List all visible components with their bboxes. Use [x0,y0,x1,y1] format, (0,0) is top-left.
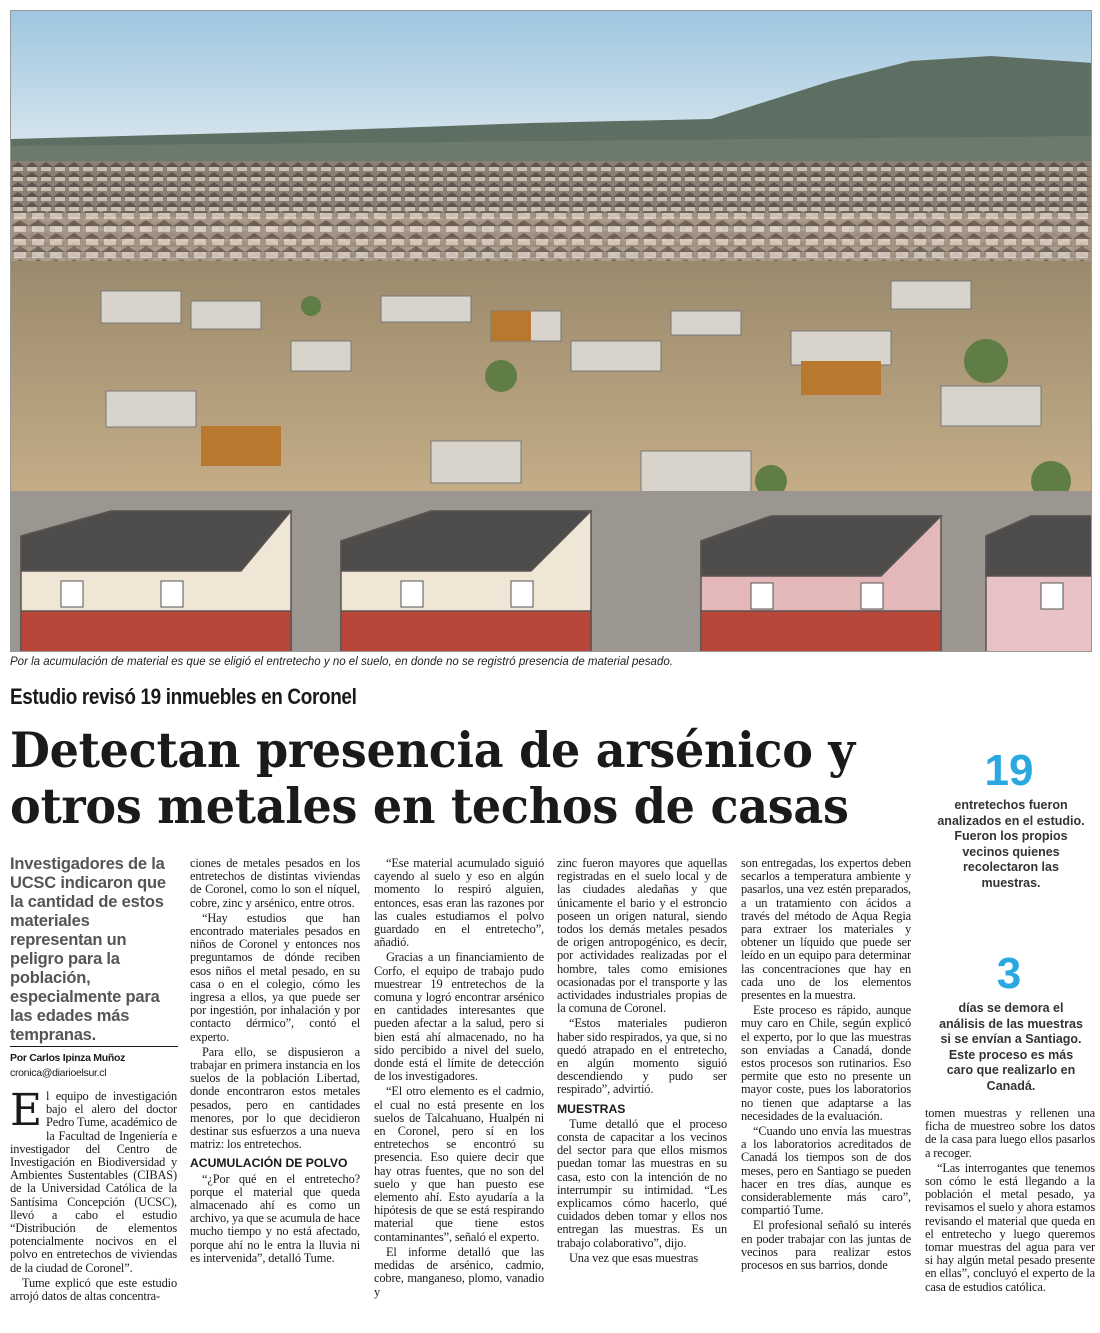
factbox [918,746,1100,1094]
body-paragraph: “Las interrogantes que tenemos son cómo le está llegando a la población el metal pesado, ya revisamos el suelo y ahora estamos revisando el material que queda en el entretecho y luego queremos tomar muestras del agua para ver si hay algún metal pesado presente en ellas”, concluyó el experto de la casa de estudios católica. [925,1160,1095,1294]
article-deck: Investigadores de la UCSC indicaron que la cantidad de estos materiales representan un peligro para la población, especialmente para las edades más tempranas. [10,855,166,1044]
body-column-2 [190,857,360,1267]
body-paragraph: son entregadas, los expertos deben secarlos a temperatura ambiente y pasarlos, una vez estén preparados, a un tratamiento con ácidos a través del método de Aqua Regia para extraer los materiales y obtener un líquido que puede ser leído en un equipo para determinar las concentraciones que hay en cada uno de los elementos presentes en la muestra. [741,856,911,1003]
fact-text-1: entretechos fueron analizados en el estudio. Fueron los propios vecinos quienes recolectaron las muestras. [937,798,1085,890]
body-column-6 [925,1107,1095,1296]
section-heading: MUESTRAS [557,1101,626,1116]
article-photo [10,10,1092,652]
body-column-3 [374,857,544,1301]
fact-number-1: 19 [984,746,1034,795]
article-headline [10,722,856,834]
author-email: cronica@diarioelsur.cl [10,1067,107,1079]
drop-cap: E [10,1085,42,1136]
body-paragraph: Para ello, se dispusieron a trabajar en primera instancia en los suelos de la población Libertad, donde encontraron estos metales pesados, pero en cantidades menores, por lo que decidieron destinar sus esfuerzos a una nueva matriz: los entretechos. [190,1044,360,1152]
body-paragraph: Este proceso es rápido, aunque muy caro en Chile, según explicó el experto, por lo que las muestras son enviadas a Canadá, donde estos procesos son rutinarios. Eso permite que esto no presente un mayor coste, pues los laboratorios no tienen que adaptarse a las necesidades de la evaluación. [741,1003,911,1123]
section-heading: ACUMULACIÓN DE POLVO [190,1156,348,1171]
body-paragraph: Tume detalló que el proceso consta de capacitar a los vecinos del sector para que ellos mismos puedan tomar las muestras en su casa, esto con la intención de no interrumpir su intimidad. “Les explicamos cómo hacerlo, qué cuidados deben tomar y ellos nos entregan las muestras. Es un trabajo colaborativo”, dijo. [557,1116,727,1250]
neighborhood-aerial-image [11,11,1092,652]
byline: Por Carlos Ipinza Muñoz [10,1052,126,1064]
body-paragraph: tomen muestras y rellenen una ficha de muestreo sobre los datos de la casa para luego ellos pasarlos a recoger. [925,1106,1095,1160]
body-paragraph: “Cuando uno envía las muestras a los laboratorios acreditados de Canadá los tiempos son de dos meses, pero en Santiago se pueden hacer en tres días, aunque es considerablemente más caro”, compartió Tume. [741,1124,911,1218]
byline-divider [10,1046,178,1047]
body-paragraph: El profesional señaló su interés en poder trabajar con las juntas de vecinos para realizar estos procesos en sus barrios, donde [741,1218,911,1273]
fact-text-2: días se demora el análisis de las muestras si se envían a Santiago. Este proceso es más caro que realizarlo en Canadá. [939,1001,1083,1093]
fact-number-2: 3 [996,949,1022,998]
paragraph-text: l equipo de investigación bajo el alero del doctor Pedro Tume, académico de la Facultad de Ingeniería e investigador del Centro de Investigación en Biodiversidad y Ambientes Sustentables (CIBAS) de la Universidad Católica de la Santísima Concepción (UCSC), llevó a cabo el estudio “Distribución de elementos potencialmente nocivos en el polvo en entretechos de viviendas de la ciudad de Coronel”. [10,1089,177,1275]
body-column-1 [10,1085,177,1305]
photo-caption: Por la acumulación de material es que se eligió el entretecho y no el suelo, en donde no se registró presencia de material pesado. [10,656,673,668]
article-kicker: Estudio revisó 19 inmuebles en Coronel [10,684,357,709]
body-paragraph: ciones de metales pesados en los entretechos de distintas viviendas de Coronel, como lo son el níquel, cobre, zinc y arsénico, entre otros. [190,856,360,910]
body-paragraph: “Ese material acumulado siguió cayendo al suelo y eso en algún momento lo respiró alguien, entonces, esas eran las razones por las cuales estudiamos el polvo guardado en el entretecho”, añadió. [374,856,544,950]
body-column-5 [741,857,911,1274]
body-paragraph: Gracias a un financiamiento de Corfo, el equipo de trabajo pudo muestrear 19 entretechos de la comuna y logró encontrar arsénico en cantidades interesantes que pueden afectar a la salud, pero si bien está ahí almacenado, no ha sido percibido a nivel del suelo, donde está el límite de detección de los investigadores. [374,950,544,1084]
body-paragraph: Una vez que esas muestras [569,1250,699,1265]
body-paragraph: “Hay estudios que han encontrado materiales pesados en niños de Coronel y entonces nos preguntamos de dónde reciben esos niños el metal pesado, en su casa o en el colegio, cómo les ingresa a ellos, ya que puede ser por ingestión, por inhalación y por contacto dérmico”, contó el experto. [190,910,360,1044]
body-paragraph [10,1085,177,1275]
body-paragraph: zinc fueron mayores que aquellas registradas en el suelo local y de las ciudades aledañas y que únicamente el bario y el estroncio poseen un origen natural, siendo todos los demás metales pesados de origen antropogénico, es decir, por actividades realizadas por el hombre, tales como emisiones ocasionadas por el transporte y las actividades industriales propias de la comuna de Coronel. [557,856,727,1016]
body-paragraph: El informe detalló que las medidas de arsénico, cadmio, cobre, manganeso, plomo, vanadio y [374,1244,544,1299]
body-paragraph: “¿Por qué en el entretecho? porque el material que queda almacenado ahí es como un archivo, ya que se acumula de hace mucho tiempo y no está afectado, porque ahí no le entra la lluvia ni es intervenida”, detalló Tume. [190,1171,361,1265]
body-paragraph: “El otro elemento es el cadmio, el cual no está presente en los suelos de Talcahuano, Hualpén ni en Coronel, pero sí en los entretechos se encontró su presencia. Eso quiere decir que hay otras fuentes, que no son del suelo y que han puesto ese elemento ahí. Esto ayudaría a la hipótesis de que se está respirando material que tiene estos contaminantes”, señaló el experto. [374,1084,544,1244]
headline-line-2: otros metales en techos de casas [10,777,849,835]
body-paragraph: “Estos materiales pudieron haber sido respirados, ya que, si no quedó atrapado en el entretecho, en algún momento siguió descendiendo y pudo ser respirado”, advirtió. [557,1016,727,1097]
body-paragraph: Tume explicó que este estudio arrojó datos de altas concentra- [10,1275,177,1304]
headline-line-1: Detectan presencia de arsénico y [10,721,855,779]
body-column-4 [557,857,727,1267]
